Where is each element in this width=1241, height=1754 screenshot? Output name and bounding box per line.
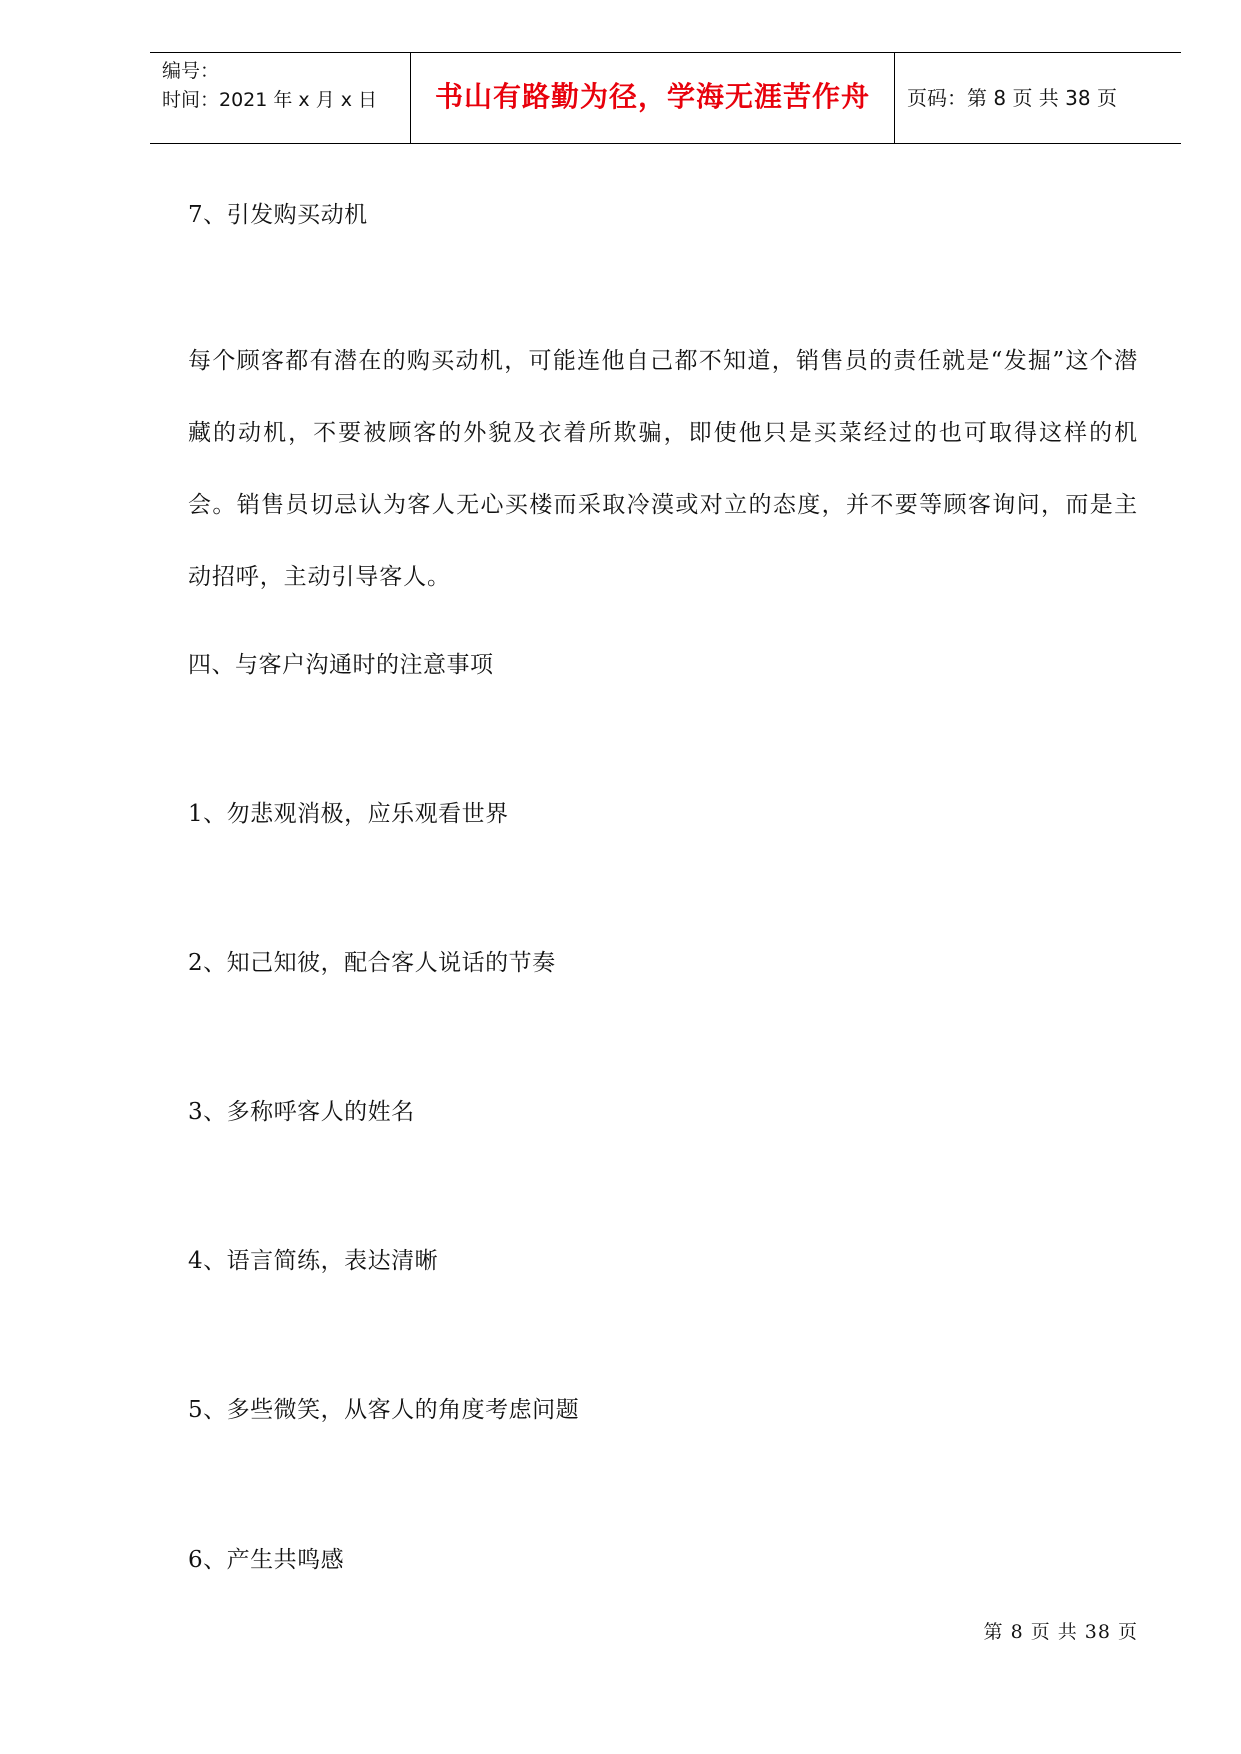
part-4-title: 四、与客户沟通时的注意事项 [188, 652, 494, 678]
header-page-info: 页码：第 8 页 共 38 页 [907, 85, 1117, 110]
list-item: 6、产生共鸣感 [188, 1547, 345, 1573]
list-item: 5、多些微笑，从客人的角度考虑问题 [188, 1397, 580, 1423]
list-item: 1、勿悲观消极，应乐观看世界 [188, 801, 509, 827]
list-item: 3、多称呼客人的姓名 [188, 1099, 415, 1125]
page-footer: 第 8 页 共 38 页 [983, 1621, 1138, 1643]
list-item: 4、语言简练，表达清晰 [188, 1248, 439, 1274]
page-header [150, 52, 1181, 144]
header-meta [150, 53, 411, 143]
list-item: 2、知己知彼，配合客人说话的节奏 [188, 950, 556, 976]
header-motto: 书山有路勤为径，学海无涯苦作舟 [411, 53, 895, 143]
section-7-paragraph: 每个顾客都有潜在的购买动机，可能连他自己都不知道，销售员的责任就是“发掘”这个潜藏的动机，不要被顾客的外貌及衣着所欺骗，即使他只是买菜经过的也可取得这样的机会。销售员切忌认为客人无心买楼而采取冷漠或对立的态度，并不要等顾客询问，而是主动招呼，主动引导客人。 [188, 348, 1138, 590]
section-7-title: 7、引发购买动机 [188, 202, 368, 228]
document-number-label: 编号： [162, 60, 220, 82]
document-time-label: 时间：2021 年 x 月 x 日 [162, 89, 378, 111]
